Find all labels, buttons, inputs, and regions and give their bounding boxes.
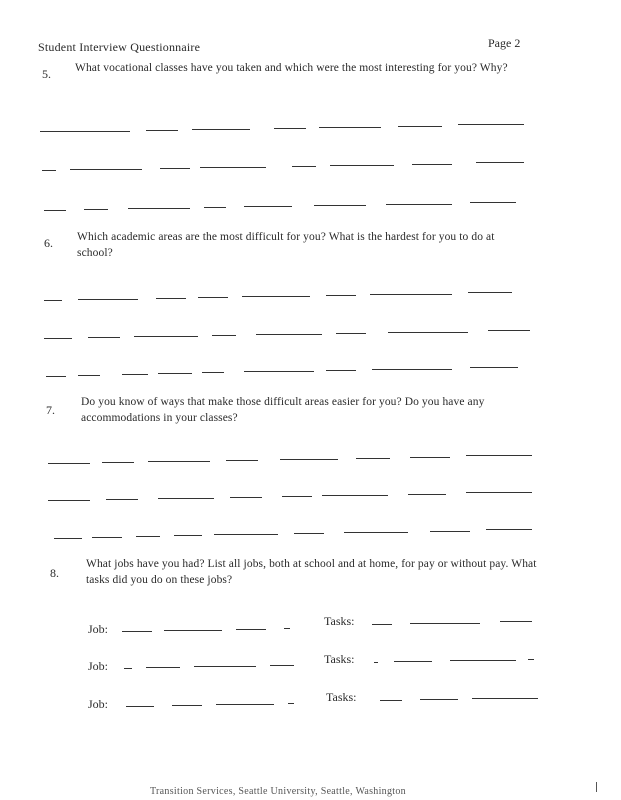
answer-line[interactable] xyxy=(230,497,262,498)
answer-line[interactable] xyxy=(158,373,192,374)
answer-line[interactable] xyxy=(244,206,292,207)
answer-line[interactable] xyxy=(292,166,316,167)
answer-line[interactable] xyxy=(256,334,322,335)
question-5-number: 5. xyxy=(42,67,51,81)
job-line[interactable] xyxy=(194,666,256,667)
answer-line[interactable] xyxy=(488,330,530,331)
answer-line[interactable] xyxy=(128,208,190,209)
answer-line[interactable] xyxy=(92,537,122,538)
answer-line[interactable] xyxy=(294,533,324,534)
answer-line[interactable] xyxy=(212,335,236,336)
answer-line[interactable] xyxy=(78,375,100,376)
answer-line[interactable] xyxy=(44,338,72,339)
job-line[interactable] xyxy=(270,665,294,666)
answer-line[interactable] xyxy=(78,299,138,300)
question-8-number: 8. xyxy=(50,566,59,580)
answer-line[interactable] xyxy=(356,458,390,459)
document-title: Student Interview Questionnaire xyxy=(38,40,201,54)
answer-line[interactable] xyxy=(204,207,226,208)
answer-line[interactable] xyxy=(174,535,202,536)
question-6-text: Which academic areas are the most difficult for you? What is the hardest for you to do at school? xyxy=(77,231,495,259)
answer-line[interactable] xyxy=(54,538,82,539)
answer-line[interactable] xyxy=(282,496,312,497)
job-line[interactable] xyxy=(122,631,152,632)
tasks-line[interactable] xyxy=(420,699,458,700)
answer-line[interactable] xyxy=(408,494,446,495)
answer-line[interactable] xyxy=(466,492,532,493)
answer-line[interactable] xyxy=(42,170,56,171)
answer-line[interactable] xyxy=(398,126,442,127)
answer-line[interactable] xyxy=(70,169,142,170)
tasks-line[interactable] xyxy=(380,700,402,701)
job-label: Job: xyxy=(88,622,109,636)
tasks-line[interactable] xyxy=(450,660,516,661)
answer-line[interactable] xyxy=(88,337,120,338)
tasks-line[interactable] xyxy=(500,621,532,622)
scan-mark xyxy=(596,782,597,792)
question-8-text: What jobs have you had? List all jobs, both at school and at home, for pay or without pay. What tasks did you do on these jobs? xyxy=(86,558,537,586)
job-label: Job: xyxy=(88,659,109,673)
tasks-label: Tasks: xyxy=(324,614,355,628)
tasks-label: Tasks: xyxy=(326,690,357,704)
answer-line[interactable] xyxy=(134,336,198,337)
job-line[interactable] xyxy=(172,705,202,706)
answer-line[interactable] xyxy=(344,532,408,533)
job-line[interactable] xyxy=(216,704,274,705)
answer-line[interactable] xyxy=(158,498,214,499)
tasks-line[interactable] xyxy=(374,662,378,663)
answer-line[interactable] xyxy=(326,370,356,371)
answer-line[interactable] xyxy=(274,128,306,129)
answer-line[interactable] xyxy=(148,461,210,462)
question-7-text: Do you know of ways that make those difficult areas easier for you? Do you have any accommodations in your classes? xyxy=(81,396,485,424)
tasks-line[interactable] xyxy=(528,659,534,660)
job-line[interactable] xyxy=(236,629,266,630)
answer-line[interactable] xyxy=(84,209,108,210)
answer-line[interactable] xyxy=(314,205,366,206)
job-line[interactable] xyxy=(284,628,290,629)
job-line[interactable] xyxy=(124,668,132,669)
answer-line[interactable] xyxy=(44,210,66,211)
answer-line[interactable] xyxy=(388,332,468,333)
answer-line[interactable] xyxy=(122,374,148,375)
job-label: Job: xyxy=(88,697,109,711)
footer-credit: Transition Services, Seattle University, Seattle, Washington xyxy=(150,786,406,797)
job-line[interactable] xyxy=(146,667,180,668)
answer-line[interactable] xyxy=(476,162,524,163)
question-5-text: What vocational classes have you taken and which were the most interesting for you? Why? xyxy=(75,62,508,74)
answer-line[interactable] xyxy=(156,298,186,299)
answer-line[interactable] xyxy=(470,367,518,368)
answer-line[interactable] xyxy=(372,369,452,370)
answer-line[interactable] xyxy=(202,372,224,373)
answer-line[interactable] xyxy=(244,371,314,372)
answer-line[interactable] xyxy=(370,294,452,295)
answer-line[interactable] xyxy=(458,124,524,125)
answer-line[interactable] xyxy=(44,300,62,301)
question-7-number: 7. xyxy=(46,403,55,417)
answer-line[interactable] xyxy=(322,495,388,496)
answer-line[interactable] xyxy=(192,129,250,130)
answer-line[interactable] xyxy=(468,292,512,293)
answer-line[interactable] xyxy=(280,459,338,460)
tasks-line[interactable] xyxy=(372,624,392,625)
answer-line[interactable] xyxy=(410,457,450,458)
job-line[interactable] xyxy=(288,703,294,704)
answer-line[interactable] xyxy=(160,168,190,169)
answer-line[interactable] xyxy=(242,296,310,297)
answer-line[interactable] xyxy=(46,376,66,377)
answer-line[interactable] xyxy=(40,131,130,132)
answer-line[interactable] xyxy=(430,531,470,532)
answer-line[interactable] xyxy=(200,167,266,168)
page-number: Page 2 xyxy=(488,36,521,50)
answer-line[interactable] xyxy=(326,295,356,296)
answer-line[interactable] xyxy=(336,333,366,334)
answer-line[interactable] xyxy=(486,529,532,530)
tasks-line[interactable] xyxy=(472,698,538,699)
answer-line[interactable] xyxy=(48,500,90,501)
tasks-line[interactable] xyxy=(410,623,480,624)
answer-line[interactable] xyxy=(214,534,278,535)
answer-line[interactable] xyxy=(146,130,178,131)
answer-line[interactable] xyxy=(226,460,258,461)
answer-line[interactable] xyxy=(102,462,134,463)
answer-line[interactable] xyxy=(319,127,381,128)
answer-line[interactable] xyxy=(386,204,452,205)
tasks-line[interactable] xyxy=(394,661,432,662)
answer-line[interactable] xyxy=(466,455,532,456)
answer-line[interactable] xyxy=(330,165,394,166)
answer-line[interactable] xyxy=(198,297,228,298)
answer-line[interactable] xyxy=(106,499,138,500)
job-line[interactable] xyxy=(126,706,154,707)
answer-line[interactable] xyxy=(136,536,160,537)
answer-line[interactable] xyxy=(48,463,90,464)
answer-line[interactable] xyxy=(412,164,452,165)
question-6-number: 6. xyxy=(44,236,53,250)
answer-line[interactable] xyxy=(470,202,516,203)
tasks-label: Tasks: xyxy=(324,652,355,666)
job-line[interactable] xyxy=(164,630,222,631)
